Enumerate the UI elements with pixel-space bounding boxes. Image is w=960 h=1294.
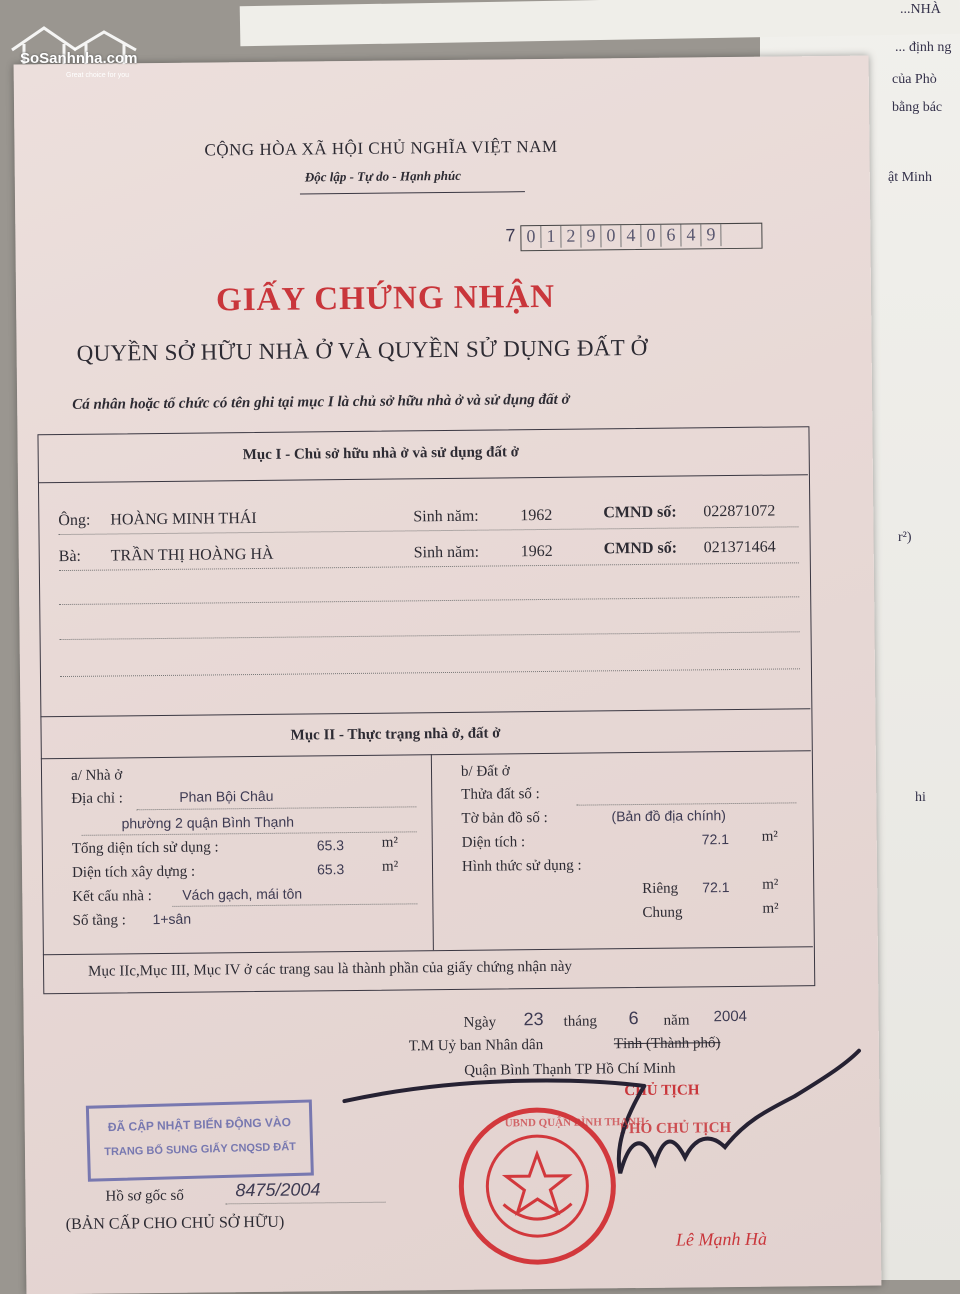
cert-digit: 0 — [641, 225, 661, 247]
org-line: T.M Uỷ ban Nhân dân — [408, 1037, 544, 1055]
owner2-title: Bà: — [58, 547, 82, 566]
role-chairman: CHỦ TỊCH — [624, 1082, 700, 1100]
house-build-area-label: Diện tích xây dựng : — [71, 863, 196, 881]
district-line: Quận Bình Thạnh TP Hồ Chí Minh — [464, 1060, 676, 1079]
record-label: Hồ sơ gốc số — [105, 1187, 184, 1205]
role-vice-chairman: PHÓ CHỦ TỊCH — [619, 1120, 732, 1138]
owner1-id: 022871072 — [703, 502, 776, 521]
owner2-id: 021371464 — [703, 538, 776, 557]
certificate-document — [14, 56, 882, 1294]
background-fragment: hi — [915, 790, 926, 805]
background-fragment: của Phò — [892, 72, 937, 87]
background-fragment: ...NHÀ — [900, 2, 941, 17]
owner2-birth-year: 1962 — [520, 542, 553, 561]
org-struck: Tỉnh (Thành phố) — [613, 1035, 721, 1053]
owner1-birth-label: Sinh năm: — [413, 507, 479, 526]
house-structure: Vách gạch, mái tôn — [182, 885, 303, 903]
date-month: 6 — [628, 1008, 639, 1029]
cert-digit: 4 — [621, 225, 641, 247]
house-total-area: 65.3 — [316, 837, 345, 854]
cert-digit: 0 — [521, 226, 541, 248]
update-stamp-line2: TRANG BỔ SUNG GIẤY CNQSD ĐẤT — [104, 1140, 297, 1159]
owner1-birth-year: 1962 — [520, 506, 553, 525]
dotted-line — [226, 1202, 386, 1205]
owner2-birth-label: Sinh năm: — [413, 543, 480, 562]
country-heading: CỘNG HÒA XÃ HỘI CHỦ NGHĨA VIỆT NAM — [204, 136, 558, 160]
record-number: 8475/2004 — [235, 1179, 321, 1201]
section1-heading: Mục I - Chủ sở hữu nhà ở và sử dụng đất ở — [242, 444, 520, 464]
motto-underline — [300, 191, 525, 194]
cert-digit: 0 — [601, 225, 621, 247]
signer-name: Lê Mạnh Hà — [675, 1228, 768, 1250]
house-structure-label: Kết cấu nhà : — [72, 888, 152, 905]
cert-digit: 9 — [701, 224, 721, 246]
date-month-label: tháng — [563, 1013, 598, 1030]
house-total-area-label: Tổng diện tích sử dụng : — [71, 839, 219, 857]
land-private: 72.1 — [702, 879, 730, 896]
issued-to: (BẢN CẤP CHO CHỦ SỞ HỮU) — [65, 1213, 285, 1234]
land-label: b/ Đất ở — [460, 763, 510, 780]
date-day: 23 — [523, 1009, 544, 1030]
owner2-name: TRẦN THỊ HOÀNG HÀ — [110, 545, 274, 565]
cert-digit: 9 — [581, 225, 601, 247]
motto: Độc lập - Tự do - Hạnh phúc — [304, 167, 462, 185]
land-area: 72.1 — [701, 831, 730, 848]
background-fragment: bằng bác — [892, 100, 943, 115]
cert-digit: 2 — [561, 226, 581, 248]
background-fragment: r²) — [898, 530, 912, 545]
owner2-id-label: CMND số: — [603, 539, 678, 558]
date-year-label: năm — [663, 1012, 690, 1029]
house-floors: 1+sân — [152, 910, 192, 928]
house-address-street: Phan Bội Châu — [179, 787, 274, 805]
section2-heading: Mục II - Thực trạng nhà ở, đất ở — [290, 725, 501, 744]
house-address-ward: phường 2 quận Bình Thạnh — [121, 813, 295, 832]
section2-footer: Mục IIc,Mục III, Mục IV ở các trang sau là thành phần của giấy chứng nhận này — [88, 958, 573, 980]
certificate-intro: Cá nhân hoặc tổ chức có tên ghi tại mục I là chủ sở hữu nhà ở và sử dụng đất ở — [72, 391, 570, 413]
owner1-title: Ông: — [58, 511, 91, 530]
land-common-label: Chung — [642, 904, 683, 921]
update-stamp-line1: ĐÃ CẬP NHẬT BIẾN ĐỘNG VÀO — [107, 1115, 292, 1135]
owner1-id-label: CMND số: — [603, 503, 677, 522]
date-year: 2004 — [713, 1007, 748, 1026]
certificate-number-box — [520, 223, 762, 252]
certificate-subtitle: QUYỀN SỞ HỮU NHÀ Ở VÀ QUYỀN SỬ DỤNG ĐẤT Ở — [76, 334, 648, 366]
watermark-tagline: Great choice for you — [66, 72, 130, 79]
date-day-label: Ngày — [463, 1014, 497, 1031]
background-fragment: ... định ng — [895, 40, 952, 55]
house-floors-label: Số tầng : — [72, 912, 126, 929]
land-usage-label: Hình thức sử dụng : — [461, 857, 582, 875]
watermark-brand: SoSanhnha.com — [20, 50, 138, 67]
update-stamp — [86, 1099, 314, 1181]
house-address-label: Địa chỉ : — [71, 790, 124, 807]
house-build-area-unit: m² — [381, 858, 399, 875]
background-fragment: ật Minh — [888, 170, 932, 185]
land-common-unit: m² — [762, 900, 779, 917]
land-area-label: Diện tích : — [461, 834, 526, 851]
land-map-note: (Bản đồ địa chính) — [611, 807, 726, 825]
cert-digit: 1 — [541, 226, 561, 248]
land-area-unit: m² — [761, 828, 778, 845]
owner1-name: HOÀNG MINH THÁI — [110, 509, 257, 529]
house-total-area-unit: m² — [381, 834, 399, 851]
cert-prefix: 7 — [505, 225, 516, 246]
cert-digit: 6 — [661, 225, 681, 247]
house-label: a/ Nhà ở — [70, 767, 123, 784]
land-map-label: Tờ bản đồ số : — [461, 809, 548, 827]
land-plot-label: Thửa đất số : — [461, 786, 540, 803]
house-build-area: 65.3 — [316, 861, 345, 878]
land-private-label: Riêng — [642, 880, 679, 897]
cert-digit: 4 — [681, 224, 701, 246]
seal-text: UBND QUẬN BÌNH THẠNH — [504, 1115, 645, 1130]
certificate-title: GIẤY CHỨNG NHẬN — [215, 278, 556, 319]
land-private-unit: m² — [762, 876, 779, 893]
